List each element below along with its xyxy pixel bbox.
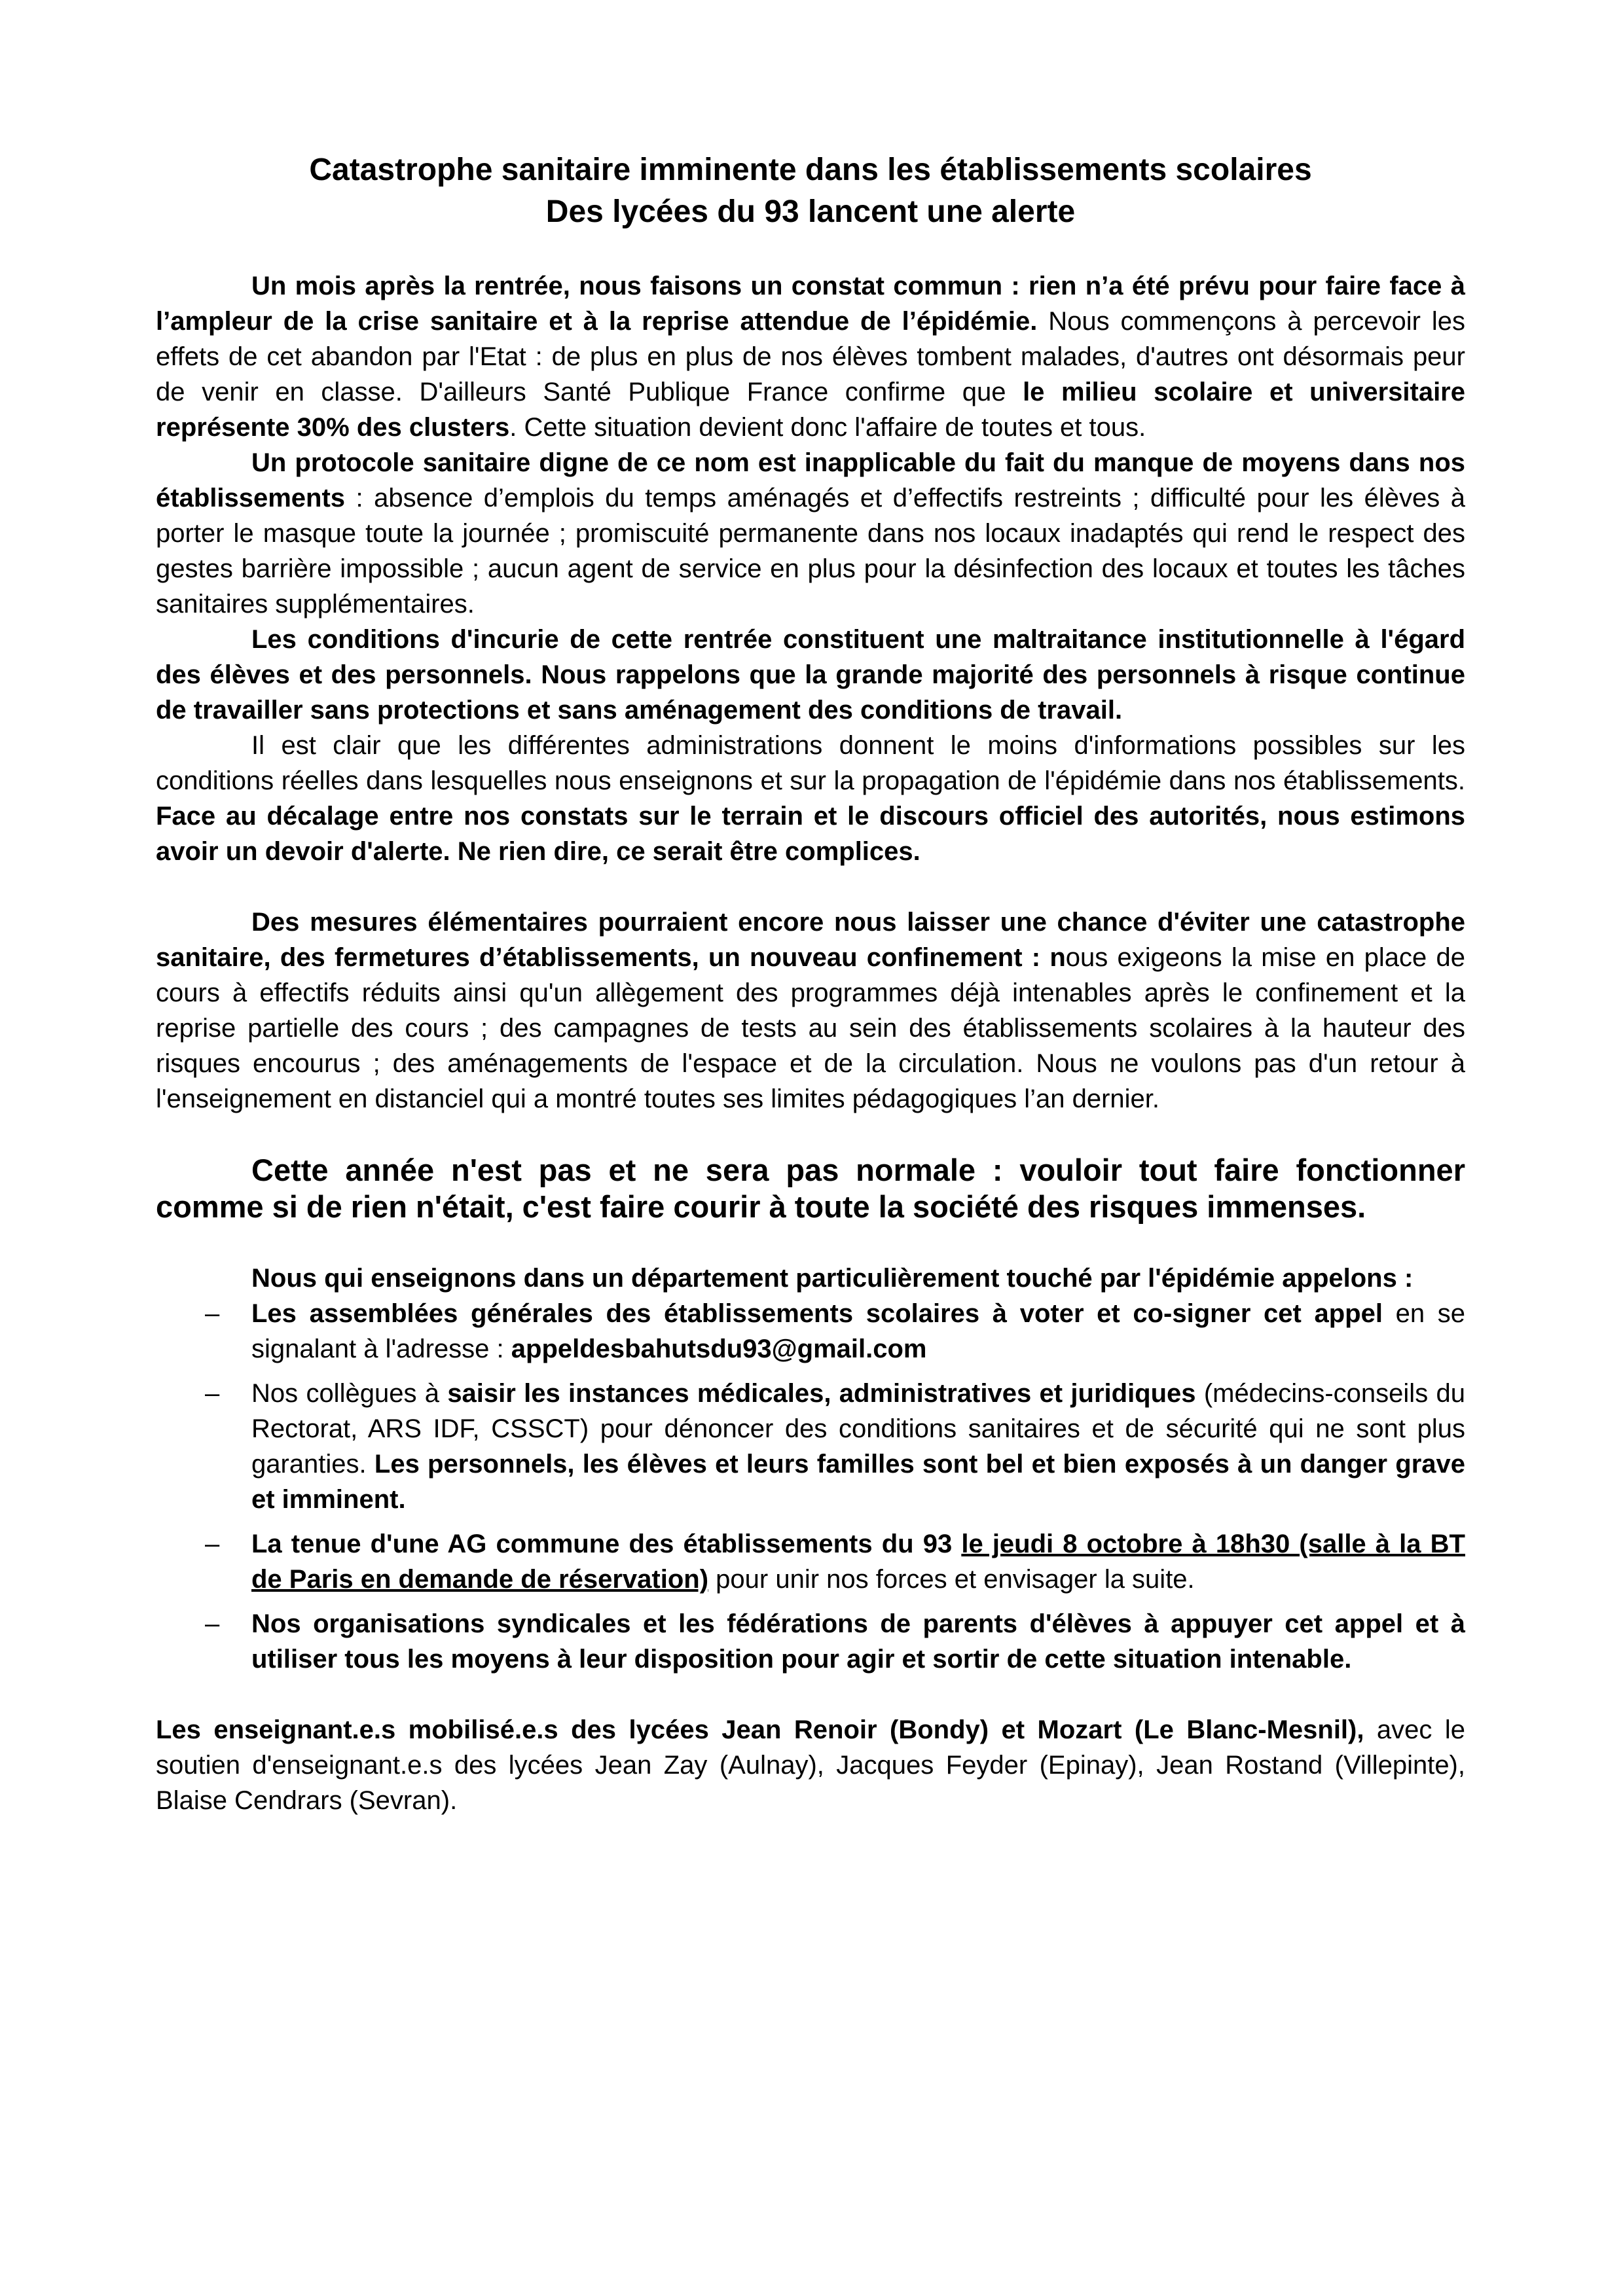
call-item-2 (156, 1376, 1465, 1517)
call-2-text-1: Nos collègues à (251, 1379, 448, 1408)
call-2-bold-2: Les personnels, les élèves et leurs familles sont bel et bien exposés à un danger grave et imminent. (251, 1450, 1465, 1514)
call-4-bold: Nos organisations syndicales et les fédérations de parents d'élèves à appuyer cet appel et à utiliser tous les moyens à leur disposition pour agir et sortir de cette situation intenable. (251, 1609, 1465, 1674)
call-3-bold: La tenue d'une AG commune des établissements du 93 (251, 1530, 962, 1558)
call-item-1 (156, 1296, 1465, 1367)
dash-bullet: – (205, 1609, 220, 1638)
paragraph-1 (156, 268, 1465, 445)
p1-bold: Un mois après la rentrée, nous faisons un constat commun : rien n’a été prévu pour faire face à l’ampleur de la crise sanitaire et à la reprise attendue de l’épidémie. (156, 272, 1465, 336)
dash-bullet: – (205, 1379, 220, 1408)
paragraph-5 (156, 905, 1465, 1117)
paragraph-7 (156, 1261, 1465, 1296)
p1-bold-2: le milieu scolaire et universitaire représente 30% des clusters (156, 378, 1465, 442)
p1-text-1: Nous commençons à percevoir les effets de cet abandon par l'Etat : de plus en plus de nos élèves tombent malades, d'autres ont désormais peur de venir en classe. D'ailleurs Santé Publique France confirme que (156, 307, 1465, 406)
call-item-4 (156, 1606, 1465, 1677)
call-1-text: en se signalant à l'adresse : (251, 1299, 1466, 1363)
p7-bold: Nous qui enseignons dans un département particulièrement touché par l'épidémie appelons : (251, 1264, 1413, 1293)
call-2-bold: saisir les instances médicales, administratives et juridiques (447, 1379, 1196, 1408)
p3-bold: Les conditions d'incurie de cette rentrée constituent une maltraitance institutionnelle à l'égard des élèves et des personnels. Nous rappelons que la grande majorité des personnels à risque continue de travailler sans protections et sans aménagement des conditions de travail. (156, 625, 1465, 725)
call-3-date-underlined: le jeudi 8 octobre à 18h30 (salle à la BT de Paris en demande de réservation) (251, 1530, 1465, 1594)
paragraph-3 (156, 622, 1465, 728)
p1-text-2: . Cette situation devient donc l'affaire de toutes et tous. (509, 413, 1146, 442)
p6-bold: Cette année n'est pas et ne sera pas normale : vouloir tout faire fonctionner comme si de rien n'était, c'est faire courir à toute la société des risques immenses. (156, 1153, 1465, 1224)
p4-text-1: Il est clair que les différentes administrations donnent le moins d'informations possibles sur les conditions réelles dans lesquelles nous enseignons et sur la propagation de l'épidémie dans nos établissements. (156, 731, 1465, 795)
dash-bullet: – (205, 1530, 220, 1558)
calls-list (156, 1296, 1465, 1677)
signature-bold: Les enseignant.e.s mobilisé.e.s des lycées Jean Renoir (Bondy) et Mozart (Le Blanc-Mesnil), (156, 1715, 1364, 1744)
call-item-3 (156, 1526, 1465, 1597)
paragraph-2 (156, 445, 1465, 622)
signature-text: avec le soutien d'enseignant.e.s des lycées Jean Zay (Aulnay), Jacques Feyder (Epinay), Jean Rostand (Villepinte), Blaise Cendrars (Sevran). (156, 1715, 1465, 1815)
p5-bold: Des mesures élémentaires pourraient encore nous laisser une chance d'éviter une catastrophe sanitaire, des fermetures d’établissements, un nouveau confinement : n (156, 908, 1465, 972)
paragraph-4 (156, 728, 1465, 869)
title-line-2: Des lycées du 93 lancent une alerte (545, 194, 1076, 229)
call-3-text: pour unir nos forces et envisager la suite. (708, 1565, 1195, 1594)
p2-text-1: : absence d’emplois du temps aménagés et d’effectifs restreints ; difficulté pour les élèves à porter le masque toute la journée ; promiscuité permanente dans nos locaux inadaptés qui rend le respect des gestes barrière impossible ; aucun agent de service en plus pour la désinfection des locaux et toutes les tâches sanitaires supplémentaires. (156, 484, 1465, 619)
title-line-1: Catastrophe sanitaire imminente dans les établissements scolaires (309, 152, 1312, 187)
call-2-text-2: (médecins-conseils du Rectorat, ARS IDF, CSSCT) pour dénoncer des conditions sanitaires et de sécurité qui ne sont plus garanties. (251, 1379, 1465, 1479)
p2-bold: Un protocole sanitaire digne de ce nom est inapplicable du fait du manque de moyens dans nos établissements (156, 448, 1465, 512)
email-address: appeldesbahutsdu93@gmail.com (511, 1335, 927, 1363)
p5-text-1: ous exigeons la mise en place de cours à effectifs réduits ainsi qu'un allègement des programmes déjà intenables après le confinement et la reprise partielle des cours ; des campagnes de tests au sein des établissements scolaires à la hauteur des risques encourus ; des aménagements de l'espace et de la circulation. Nous ne voulons pas d'un retour à l'enseignement en distanciel qui a montré toutes ses limites pédagogiques l’an dernier. (156, 943, 1465, 1113)
call-1-bold: Les assemblées générales des établissements scolaires à voter et co-signer cet appel (251, 1299, 1383, 1328)
dash-bullet: – (205, 1299, 220, 1328)
p4-bold: Face au décalage entre nos constats sur le terrain et le discours officiel des autorités, nous estimons avoir un devoir d'alerte. Ne rien dire, ce serait être complices. (156, 802, 1465, 866)
signature-paragraph (156, 1712, 1465, 1818)
paragraph-6-emphasis (156, 1152, 1465, 1225)
document-body (156, 149, 1465, 1818)
page-title (156, 149, 1465, 233)
